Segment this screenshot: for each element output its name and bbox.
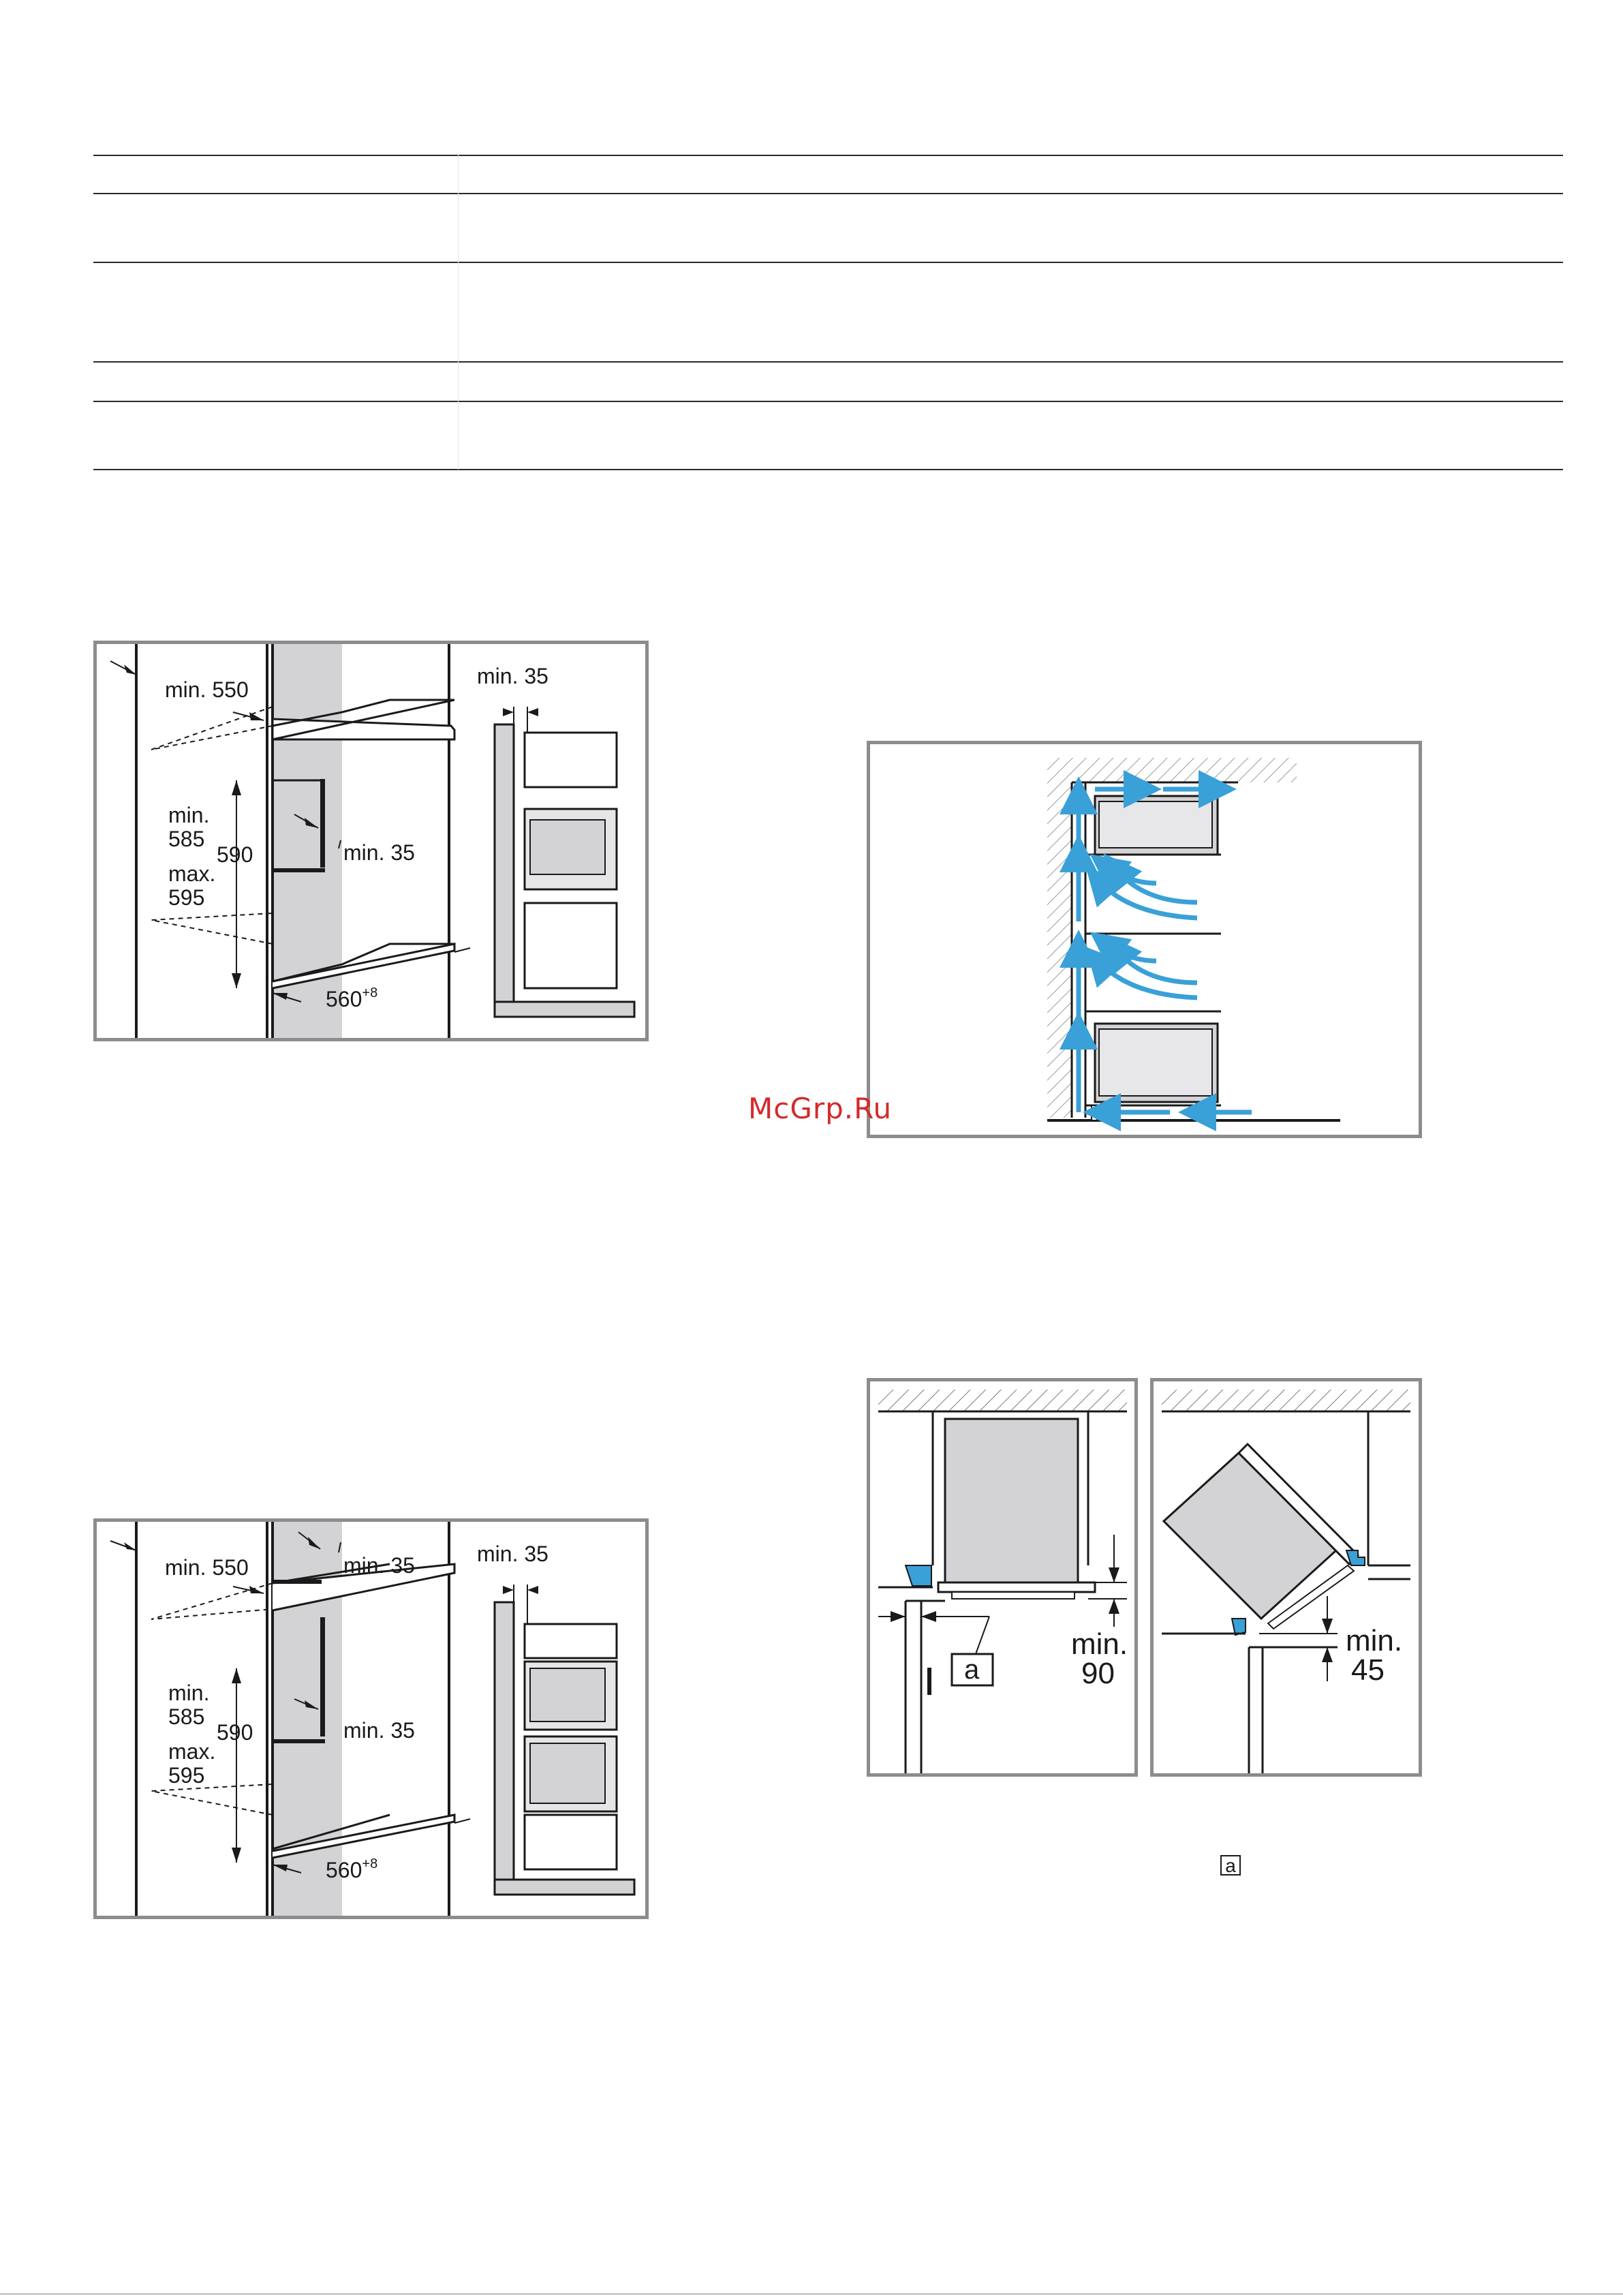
fig2-depth-label: min. 550 [165, 1555, 249, 1580]
table-column-divider [458, 155, 459, 470]
fig2-height-max-line2: 595 [168, 1763, 205, 1788]
watermark-text: McGrp.Ru [748, 1092, 893, 1125]
niche-drawing-1 [97, 644, 645, 1038]
door-clearance-drawing-1 [870, 1381, 1134, 1773]
figure-niche-dimensions-2 [93, 1518, 649, 1919]
page-bottom-edge [0, 2293, 1623, 2295]
fig1-height-min-line2: 585 [168, 827, 205, 851]
figure-door-clearance-angled [1150, 1378, 1422, 1777]
table-rule-2 [93, 193, 1563, 194]
table-rule-1 [93, 155, 1563, 156]
fig2-height-min-line1: min. [168, 1681, 210, 1705]
fig1-height-min-line1: min. [168, 803, 210, 827]
airflow-drawing [870, 744, 1419, 1135]
figure-door-clearance-straight [867, 1378, 1138, 1777]
fig5-gap-line1: min. [1346, 1624, 1403, 1657]
fig2-gap-label: min. 35 [343, 1718, 415, 1743]
fig2-height-label: 590 [217, 1720, 253, 1745]
inline-callout-a: a [1220, 1855, 1241, 1876]
fig2-top-gap-label: min. 35 [343, 1553, 415, 1578]
fig4-callout-a: a [964, 1655, 980, 1685]
door-clearance-drawing-2 [1154, 1381, 1419, 1773]
niche-drawing-2 [97, 1522, 645, 1916]
table-rule-3 [93, 262, 1563, 263]
table-rule-4 [93, 361, 1563, 363]
fig2-width-label: $560^{+8}$ [326, 1856, 378, 1882]
table-rule-6 [93, 469, 1563, 470]
fig1-depth-label: min. 550 [165, 677, 249, 702]
fig1-gap-label: min. 35 [343, 840, 415, 865]
figure-niche-dimensions-1 [93, 641, 649, 1041]
fig5-gap-line2: 45 [1351, 1653, 1385, 1687]
fig2-height-max-line1: max. [168, 1739, 216, 1764]
fig4-gap-line2: 90 [1081, 1657, 1115, 1690]
fig2-height-min-line2: 585 [168, 1704, 205, 1729]
fig4-gap-line1: min. [1071, 1627, 1128, 1661]
fig1-height-max-line1: max. [168, 861, 216, 886]
fig2-side-gap-label: min. 35 [477, 1542, 548, 1566]
fig1-side-gap-label: min. 35 [477, 664, 548, 688]
fig1-width-label: $560^{+8}$ [326, 985, 378, 1011]
table-rule-5 [93, 401, 1563, 402]
figure-ventilation-airflow [867, 741, 1422, 1138]
fig1-height-max-line2: 595 [168, 885, 205, 910]
fig1-height-label: 590 [217, 842, 253, 867]
